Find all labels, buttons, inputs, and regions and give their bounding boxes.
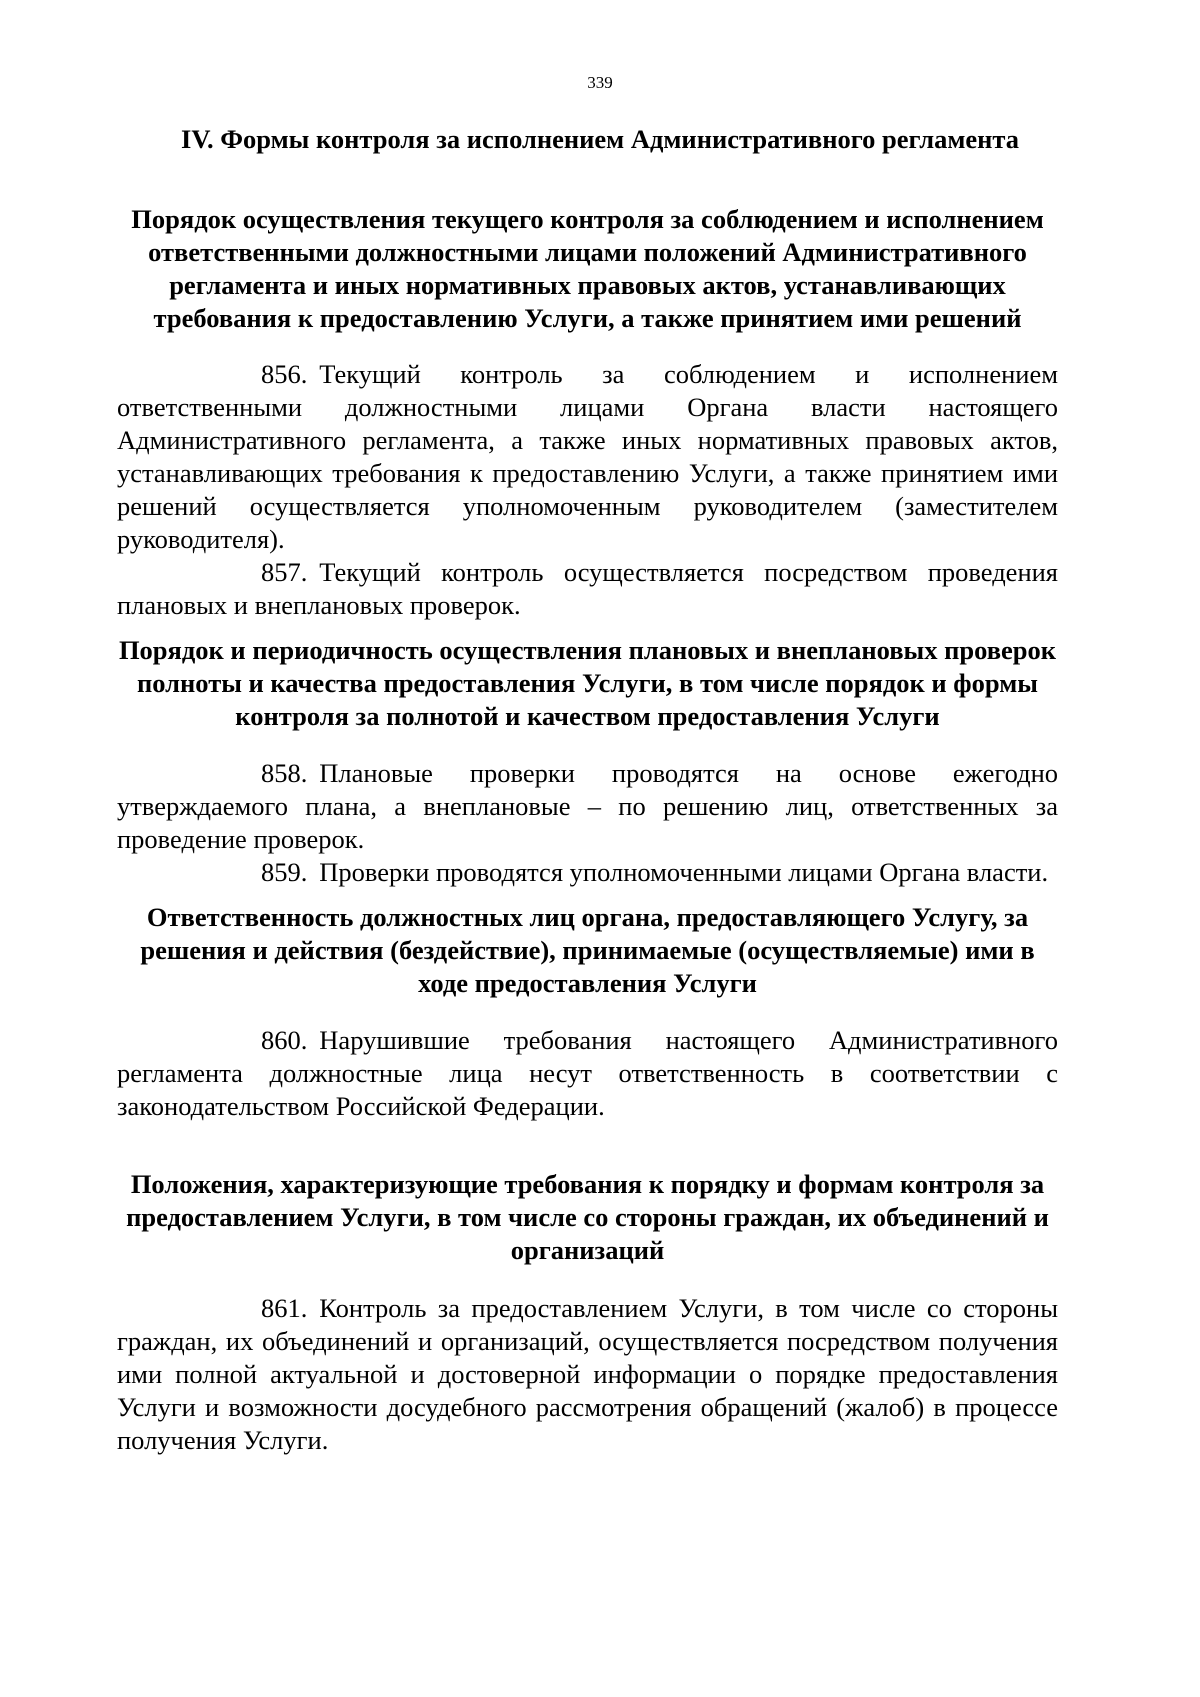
paragraph-number: 861. — [261, 1293, 308, 1323]
numbered-paragraph — [117, 856, 1058, 889]
paragraph-group — [117, 1024, 1058, 1123]
numbered-paragraph — [117, 757, 1058, 856]
subsection-heading: Порядок и периодичность осуществления плановых и внеплановых проверок полноты и качества предоставления Услуги, в том числе порядок и формы контроля за полнотой и качеством предоставления Услуги — [118, 635, 1057, 731]
paragraph-text: Плановые проверки проводятся на основе ежегодно утверждаемого плана, а внеплановые – по решению лиц, ответственных за проведение проверок. — [117, 758, 1058, 854]
paragraph-number: 856. — [261, 359, 308, 389]
paragraph-group — [117, 757, 1058, 889]
paragraph-text: Нарушившие требования настоящего Административного регламента должностные лица несут ответственность в соответствии с законодательством Российской Федерации. — [117, 1025, 1058, 1121]
paragraph-number: 859. — [261, 857, 308, 887]
subsection-heading: Ответственность должностных лиц органа, предоставляющего Услугу, за решения и действия (бездействие), принимаемые (осуществляемые) ими в ходе предоставления Услуги — [140, 902, 1035, 998]
subsection-heading: Положения, характеризующие требования к порядку и формам контроля за предоставлением Услуги, в том числе со стороны граждан, их объединений и организаций — [126, 1169, 1049, 1265]
paragraph-number: 858. — [261, 758, 308, 788]
paragraph-text: Контроль за предоставлением Услуги, в том числе со стороны граждан, их объединений и организаций, осуществляется посредством получения ими полной актуальной и достоверной информации о порядке предоставления Услуги и возможности досудебного рассмотрения обращений (жалоб) в процессе получения Услуги. — [117, 1293, 1058, 1455]
paragraph-text: Текущий контроль за соблюдением и исполнением ответственными должностными лицами Органа власти настоящего Административного регламента, а также иных нормативных правовых актов, устанавливающих требования к предоставлению Услуги, а также принятием ими решений осуществляется уполномоченным руководителем (заместителем руководителя). — [117, 359, 1058, 554]
numbered-paragraph — [117, 358, 1058, 556]
paragraph-number: 857. — [261, 557, 308, 587]
page-number: 339 — [587, 73, 613, 92]
section-title: IV. Формы контроля за исполнением Административного регламента — [181, 124, 1019, 154]
subsection-heading: Порядок осуществления текущего контроля за соблюдением и исполнением ответственными должностными лицами положений Административного регламента и иных нормативных правовых актов, устанавливающих требования к предоставлению Услуги, а также принятием ими решений — [131, 204, 1044, 333]
paragraph-text: Текущий контроль осуществляется посредством проведения плановых и внеплановых проверок. — [117, 557, 1058, 620]
paragraph-text: Проверки проводятся уполномоченными лицами Органа власти. — [319, 857, 1049, 887]
numbered-paragraph — [117, 1024, 1058, 1123]
numbered-paragraph — [117, 1292, 1058, 1457]
paragraph-group — [117, 1292, 1058, 1457]
paragraph-group — [117, 358, 1058, 622]
numbered-paragraph — [117, 556, 1058, 622]
paragraph-number: 860. — [261, 1025, 308, 1055]
